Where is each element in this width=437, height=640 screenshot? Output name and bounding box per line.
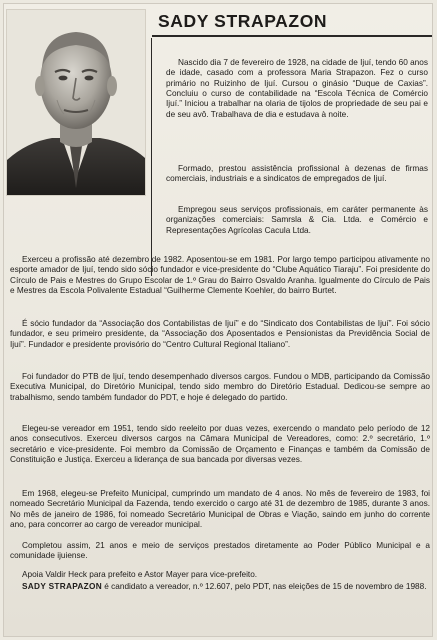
bio-paragraph-6: Foi fundador do PTB de Ijuí, tendo desempenhado diversos cargos. Fundou o MDB, participando da Comissão Executiva Municipal, do Diretório Municipal, tendo sido membro do Diretório Estadual. Dedicou-se sempre ao trabalhismo, sendo também fundador do PDT, e hoje é delegado do partido. bbox=[10, 372, 430, 402]
bio-paragraph-5: É sócio fundador da “Associação dos Contabilistas de Ijuí” e do “Sindicato dos Contabilistas de Ijuí”. Foi sócio fundador, e seu primeiro presidente, da “Associação dos Aposentados e Pensionistas da Previdência Social de Ijuí”. Fundador e presidente provisório do “Centro Cultural Regional Italiano”. bbox=[10, 319, 430, 349]
candidate-name-heading: SADY STRAPAZON bbox=[158, 11, 328, 31]
bio-paragraph-10: Apoia Valdir Heck para prefeito e Astor Mayer para vice-prefeito. bbox=[22, 570, 258, 579]
bio-paragraph-8: Em 1968, elegeu-se Prefeito Municipal, cumprindo um mandato de 4 anos. No mês de fevereiro de 1983, foi nomeado Secretário Municipal da Fazenda, tendo exercido o cargo até 31 de dezembro de 1985, durante 3 anos. No mês de janeiro de 1986, foi nomeado Secretário Municipal de Obras e Viação, saindo em junho do corrente ano, para concorrer ao cargo de vereador municipal. bbox=[10, 489, 430, 530]
bio-paragraph-3: Empregou seus serviços profissionais, em caráter permanente às organizações comerciais: Samrsla & Cia. Ltda. e Comércio e Representações Agrícolas Cacula Ltda. bbox=[166, 205, 428, 235]
bio-paragraph-7: Elegeu-se vereador em 1951, tendo sido reeleito por duas vezes, exercendo o mandato pelo período de 12 anos consecutivos. Exerceu diversos cargos na Câmara Municipal de Vereadores, como: 2.º secretário, 1.º secretário e vice-presidente. Foi membro da Comissão de Orçamento e Finanças e também da Comissão de Constituição e Justiça. Exerceu a liderança de sua bancada por diversas vezes. bbox=[10, 424, 430, 465]
bio-paragraph-1: Nascido dia 7 de fevereiro de 1928, na cidade de Ijuí, tendo 60 anos de idade, casado com a professora Maria Strapazon. Fez o curso primário no Ruizinho de Ijuí. Cursou o ginásio “Duque de Caxias”. Concluiu o curso de contabilidade na “Escola Técnica de Comércio Ijuí.” Iniciou a trabalhar na olaria de tijolos de propriedade de seu pai e de seu avô. Trabalhava de dia e estudava à noite. bbox=[166, 58, 428, 119]
bio-paragraph-9: Completou assim, 21 anos e meio de serviços prestados diretamente ao Poder Público Municipal e a comunidade ijuiense. bbox=[10, 541, 430, 561]
candidacy-text: é candidato a vereador, n.º 12.607, pelo PDT, nas eleições de 15 de novembro de 1988. bbox=[102, 582, 427, 591]
candidacy-name: SADY STRAPAZON bbox=[22, 582, 102, 591]
heading-rule bbox=[152, 35, 432, 37]
portrait-photo bbox=[6, 9, 146, 196]
candidacy-statement bbox=[10, 582, 430, 592]
bio-paragraph-4: Exerceu a profissão até dezembro de 1982. Aposentou-se em 1981. Por largo tempo participou ativamente no esporte amador de Ijuí, tendo sido sócio fundador e vice-presidente do “Clube Aquático Tiaraju”. Foi presidente do Círculo de Pais e Mestres do Grupo Escolar de 1.º Grau do Bairro Osvaldo Aranha. Igualmente do Círculo de Pais e Mestres da Escola Polivalente Estadual “Guilherme Clemente Koehler, do bairro Burtet. bbox=[10, 255, 430, 296]
bio-paragraph-2: Formado, prestou assistência profissional à dezenas de firmas comerciais, industriais e a sindicatos de empregados de Ijuí. bbox=[166, 164, 428, 184]
